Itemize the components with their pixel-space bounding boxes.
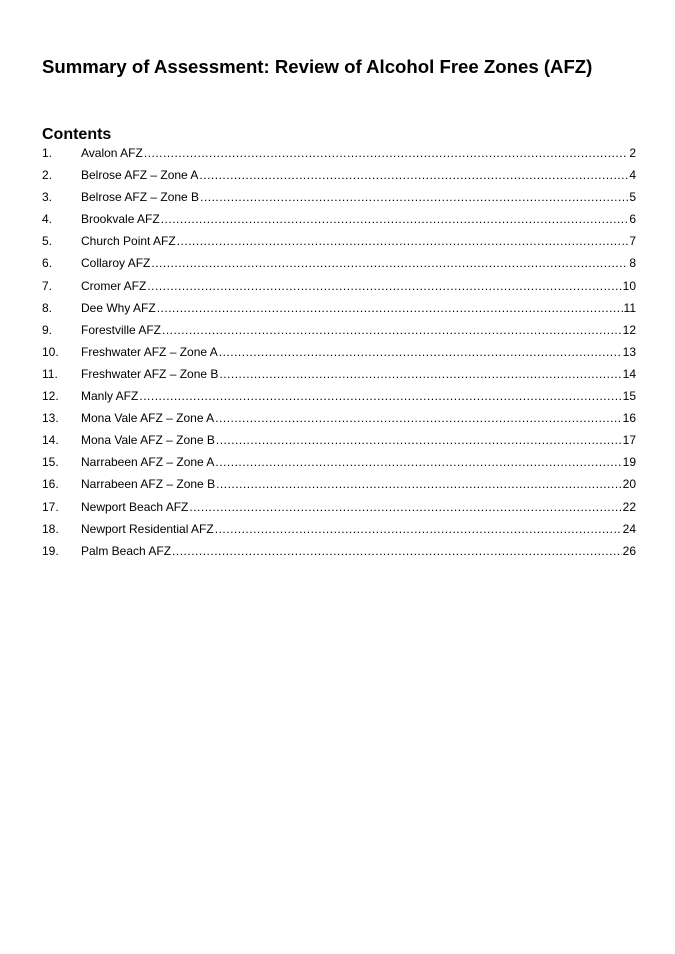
toc-entry-page-number[interactable]: 2 bbox=[629, 146, 636, 160]
toc-entry-number: 7. bbox=[42, 278, 53, 293]
toc-entry[interactable] bbox=[42, 542, 636, 564]
toc-entry-number: 10. bbox=[42, 344, 59, 359]
toc-entry-title[interactable]: Forestville AFZ bbox=[81, 322, 162, 337]
toc-entry[interactable] bbox=[42, 321, 636, 343]
toc-entry-title[interactable]: Cromer AFZ bbox=[81, 278, 147, 293]
toc-entry-title[interactable]: Narrabeen AFZ – Zone B bbox=[81, 477, 216, 492]
toc-entry-page-number[interactable]: 13 bbox=[622, 344, 636, 359]
toc-entry-title[interactable]: Mona Vale AFZ – Zone A bbox=[81, 411, 215, 426]
toc-entry[interactable] bbox=[42, 520, 636, 542]
toc-entry[interactable] bbox=[42, 144, 636, 166]
toc-entry-number: 18. bbox=[42, 521, 59, 536]
toc-entry-number: 1. bbox=[42, 146, 53, 160]
toc-entry-title[interactable]: Palm Beach AFZ bbox=[81, 543, 172, 558]
toc-entry-title[interactable]: Brookvale AFZ bbox=[81, 212, 160, 227]
toc-entry-number: 4. bbox=[42, 212, 53, 227]
toc-entry[interactable] bbox=[42, 188, 636, 210]
toc-entry-page-number[interactable]: 8 bbox=[629, 256, 636, 271]
toc-entry-page-number[interactable]: 26 bbox=[622, 543, 636, 558]
toc-entry-page-number[interactable]: 5 bbox=[629, 190, 636, 205]
toc-entry[interactable] bbox=[42, 299, 636, 321]
toc-entry-title[interactable]: Manly AFZ bbox=[81, 389, 139, 404]
toc-entry-number: 11. bbox=[42, 366, 58, 381]
toc-dot-leader bbox=[215, 409, 621, 427]
toc-entry-page-number[interactable]: 4 bbox=[629, 168, 636, 183]
toc-entry-page-number[interactable]: 20 bbox=[622, 477, 636, 492]
toc-dot-leader bbox=[215, 520, 622, 538]
toc-dot-leader bbox=[161, 210, 629, 228]
toc-dot-leader bbox=[151, 254, 628, 272]
toc-dot-leader bbox=[172, 542, 622, 560]
toc-entry-page-number[interactable]: 14 bbox=[622, 366, 636, 381]
toc-entry-number: 15. bbox=[42, 455, 59, 470]
toc-dot-leader bbox=[189, 498, 621, 516]
toc-entry-number: 8. bbox=[42, 300, 53, 315]
toc-dot-leader bbox=[215, 453, 621, 471]
toc-entry[interactable] bbox=[42, 343, 636, 365]
toc-dot-leader bbox=[200, 188, 628, 206]
contents-heading: Contents bbox=[42, 126, 112, 143]
toc-entry-number: 9. bbox=[42, 322, 53, 337]
toc-dot-leader bbox=[139, 387, 621, 405]
toc-entry-number: 2. bbox=[42, 168, 53, 183]
toc-entry-title[interactable]: Freshwater AFZ – Zone B bbox=[81, 366, 219, 381]
toc-dot-leader bbox=[216, 431, 622, 449]
toc-entry-title[interactable]: Church Point AFZ bbox=[81, 234, 176, 249]
toc-entry-title[interactable]: Newport Beach AFZ bbox=[81, 499, 189, 514]
toc-entry-page-number[interactable]: 16 bbox=[622, 411, 636, 426]
toc-entry[interactable] bbox=[42, 409, 636, 431]
toc-entry-number: 13. bbox=[42, 411, 59, 426]
toc-dot-leader bbox=[177, 232, 629, 250]
toc-entry-title[interactable]: Freshwater AFZ – Zone A bbox=[81, 344, 218, 359]
toc-entry-title[interactable]: Mona Vale AFZ – Zone B bbox=[81, 433, 215, 448]
toc-entry[interactable] bbox=[42, 365, 636, 387]
toc-entry-page-number[interactable]: 7 bbox=[629, 234, 636, 249]
toc-entry[interactable] bbox=[42, 387, 636, 409]
toc-dot-leader bbox=[147, 277, 621, 295]
toc-entry-number: 6. bbox=[42, 256, 53, 271]
toc-dot-leader bbox=[216, 475, 622, 493]
toc-dot-leader bbox=[144, 144, 629, 162]
toc-entry-page-number[interactable]: 11 bbox=[623, 300, 636, 315]
toc-entry-title[interactable]: Dee Why AFZ bbox=[81, 300, 156, 315]
toc-entry[interactable] bbox=[42, 277, 636, 299]
table-of-contents bbox=[42, 144, 636, 564]
toc-entry[interactable] bbox=[42, 453, 636, 475]
toc-entry[interactable] bbox=[42, 166, 636, 188]
page-title: Summary of Assessment: Review of Alcohol Free Zones (AFZ) bbox=[42, 56, 593, 77]
toc-dot-leader bbox=[162, 321, 622, 339]
toc-entry-number: 5. bbox=[42, 234, 53, 249]
toc-entry[interactable] bbox=[42, 431, 636, 453]
toc-entry-number: 17. bbox=[42, 499, 59, 514]
toc-entry-page-number[interactable]: 22 bbox=[622, 499, 636, 514]
toc-entry-page-number[interactable]: 12 bbox=[622, 322, 636, 337]
toc-entry-title[interactable]: Collaroy AFZ bbox=[81, 256, 151, 271]
toc-entry-number: 3. bbox=[42, 190, 53, 205]
toc-entry-number: 12. bbox=[42, 389, 59, 404]
toc-entry-title[interactable]: Avalon AFZ bbox=[81, 146, 143, 160]
toc-entry[interactable] bbox=[42, 498, 636, 520]
toc-entry-title[interactable]: Belrose AFZ – Zone A bbox=[81, 168, 199, 183]
toc-entry-page-number[interactable]: 24 bbox=[622, 521, 636, 536]
toc-entry-page-number[interactable]: 19 bbox=[622, 455, 636, 470]
toc-dot-leader bbox=[219, 343, 622, 361]
toc-dot-leader bbox=[219, 365, 621, 383]
toc-entry[interactable] bbox=[42, 475, 636, 497]
toc-entry-title[interactable]: Newport Residential AFZ bbox=[81, 521, 214, 536]
toc-entry-number: 14. bbox=[42, 433, 59, 448]
toc-entry-page-number[interactable]: 15 bbox=[622, 389, 636, 404]
toc-entry[interactable] bbox=[42, 254, 636, 276]
toc-entry-title[interactable]: Narrabeen AFZ – Zone A bbox=[81, 455, 215, 470]
toc-entry[interactable] bbox=[42, 232, 636, 254]
toc-dot-leader bbox=[199, 166, 628, 184]
toc-entry-page-number[interactable]: 10 bbox=[622, 278, 636, 293]
toc-dot-leader bbox=[157, 299, 623, 317]
toc-entry-number: 19. bbox=[42, 543, 59, 558]
toc-entry[interactable] bbox=[42, 210, 636, 232]
toc-entry-page-number[interactable]: 6 bbox=[629, 212, 636, 227]
toc-entry-page-number[interactable]: 17 bbox=[622, 433, 636, 448]
toc-entry-number: 16. bbox=[42, 477, 59, 492]
toc-entry-title[interactable]: Belrose AFZ – Zone B bbox=[81, 190, 200, 205]
